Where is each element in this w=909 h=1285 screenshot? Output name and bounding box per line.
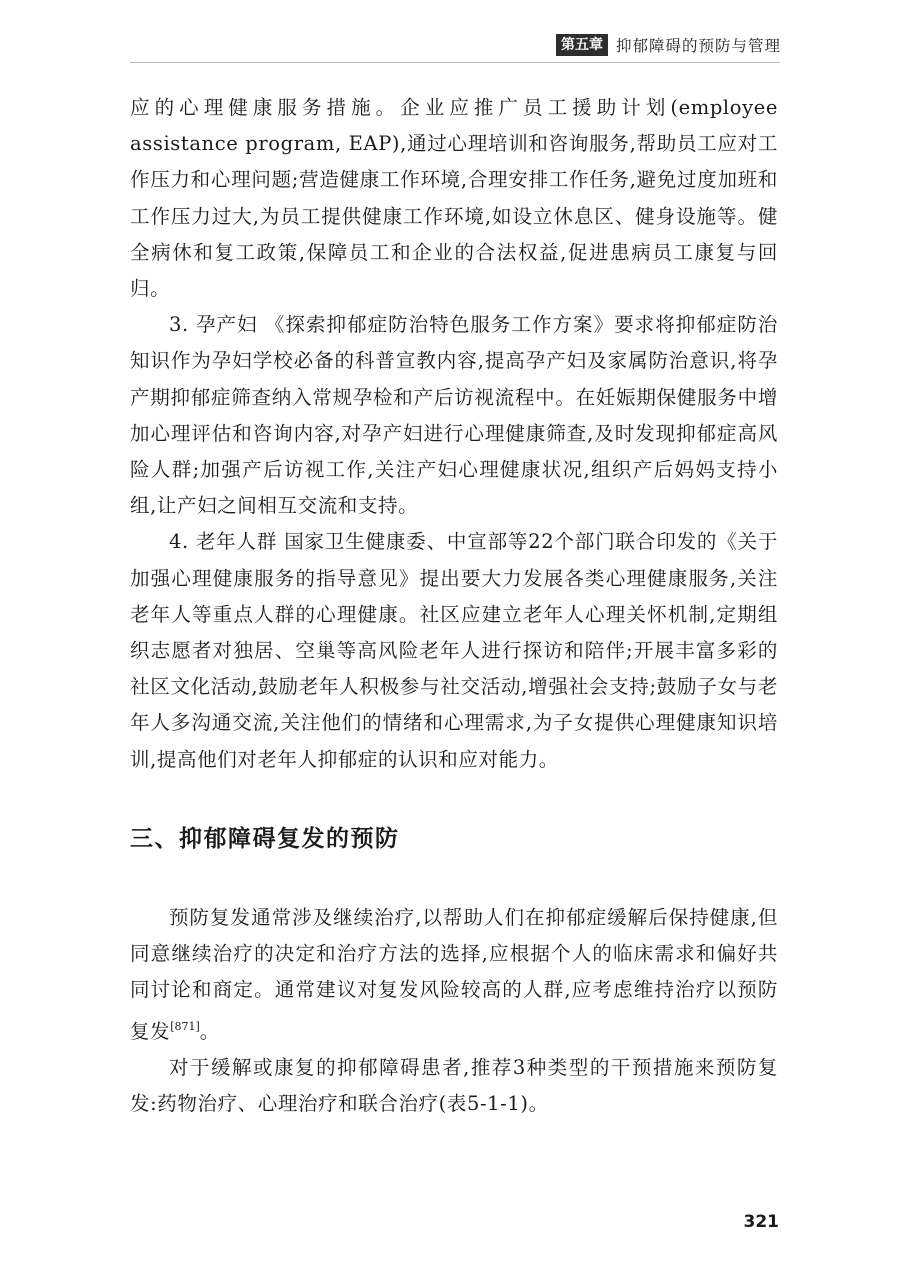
citation-reference[interactable]: [871]	[170, 1019, 200, 1033]
body-text-upper	[130, 90, 778, 778]
paragraph-pregnant-women: 3. 孕产妇 《探索抑郁症防治特色服务工作方案》要求将抑郁症防治知识作为孕妇学校必备的科普宣教内容,提高孕产妇及家属防治意识,将孕产期抑郁症筛查纳入常规孕检和产后访视流程中。在妊娠期保健服务中增加心理评估和咨询内容,对孕产妇进行心理健康筛查,及时发现抑郁症高风险人群;加强产后访视工作,关注产妇心理健康状况,组织产后妈妈支持小组,让产妇之间相互交流和支持。	[130, 313, 778, 518]
paragraph-elderly: 4. 老年人群 国家卫生健康委、中宣部等22个部门联合印发的《关于加强心理健康服务的指导意见》提出要大力发展各类心理健康服务,关注老年人等重点人群的心理健康。社区应建立老年人心理关怀机制,定期组织志愿者对独居、空巢等高风险老年人进行探访和陪伴;开展丰富多彩的社区文化活动,鼓励老年人积极参与社交活动,增强社会支持;鼓励子女与老年人多沟通交流,关注他们的情绪和心理需求,为子女提供心理健康知识培训,提高他们对老年人抑郁症的认识和应对能力。	[130, 530, 778, 771]
header-divider	[130, 62, 780, 63]
paragraph-relapse-text: 预防复发通常涉及继续治疗,以帮助人们在抑郁症缓解后保持健康,但同意继续治疗的决定和治疗方法的选择,应根据个人的临床需求和偏好共同讨论和商定。通常建议对复发风险较高的人群,应考虑维持治疗以预防复发	[130, 906, 778, 1043]
section-heading: 三、抑郁障碍复发的预防	[130, 826, 400, 852]
paragraph-interventions: 对于缓解或康复的抑郁障碍患者,推荐3种类型的干预措施来预防复发:药物治疗、心理治疗和联合治疗(表5-1-1)。	[130, 1055, 778, 1116]
page-number: 321	[743, 1212, 779, 1232]
paragraph-relapse-prevention	[130, 900, 778, 1050]
chapter-title: 抑郁障碍的预防与管理	[615, 37, 781, 55]
chapter-badge: 第五章	[556, 34, 608, 56]
paragraph-relapse-end: 。	[199, 1019, 220, 1043]
paragraph-continued: 应的心理健康服务措施。企业应推广员工援助计划(employee assistance program, EAP),通过心理培训和咨询服务,帮助员工应对工作压力和心理问题;营造健康工作环境,合理安排工作任务,避免过度加班和工作压力过大,为员工提供健康工作环境,如设立休息区、健身设施等。健全病休和复工政策,保障员工和企业的合法权益,促进患病员工康复与回归。	[130, 96, 778, 301]
running-header	[556, 34, 781, 56]
body-text-lower	[130, 900, 778, 1122]
